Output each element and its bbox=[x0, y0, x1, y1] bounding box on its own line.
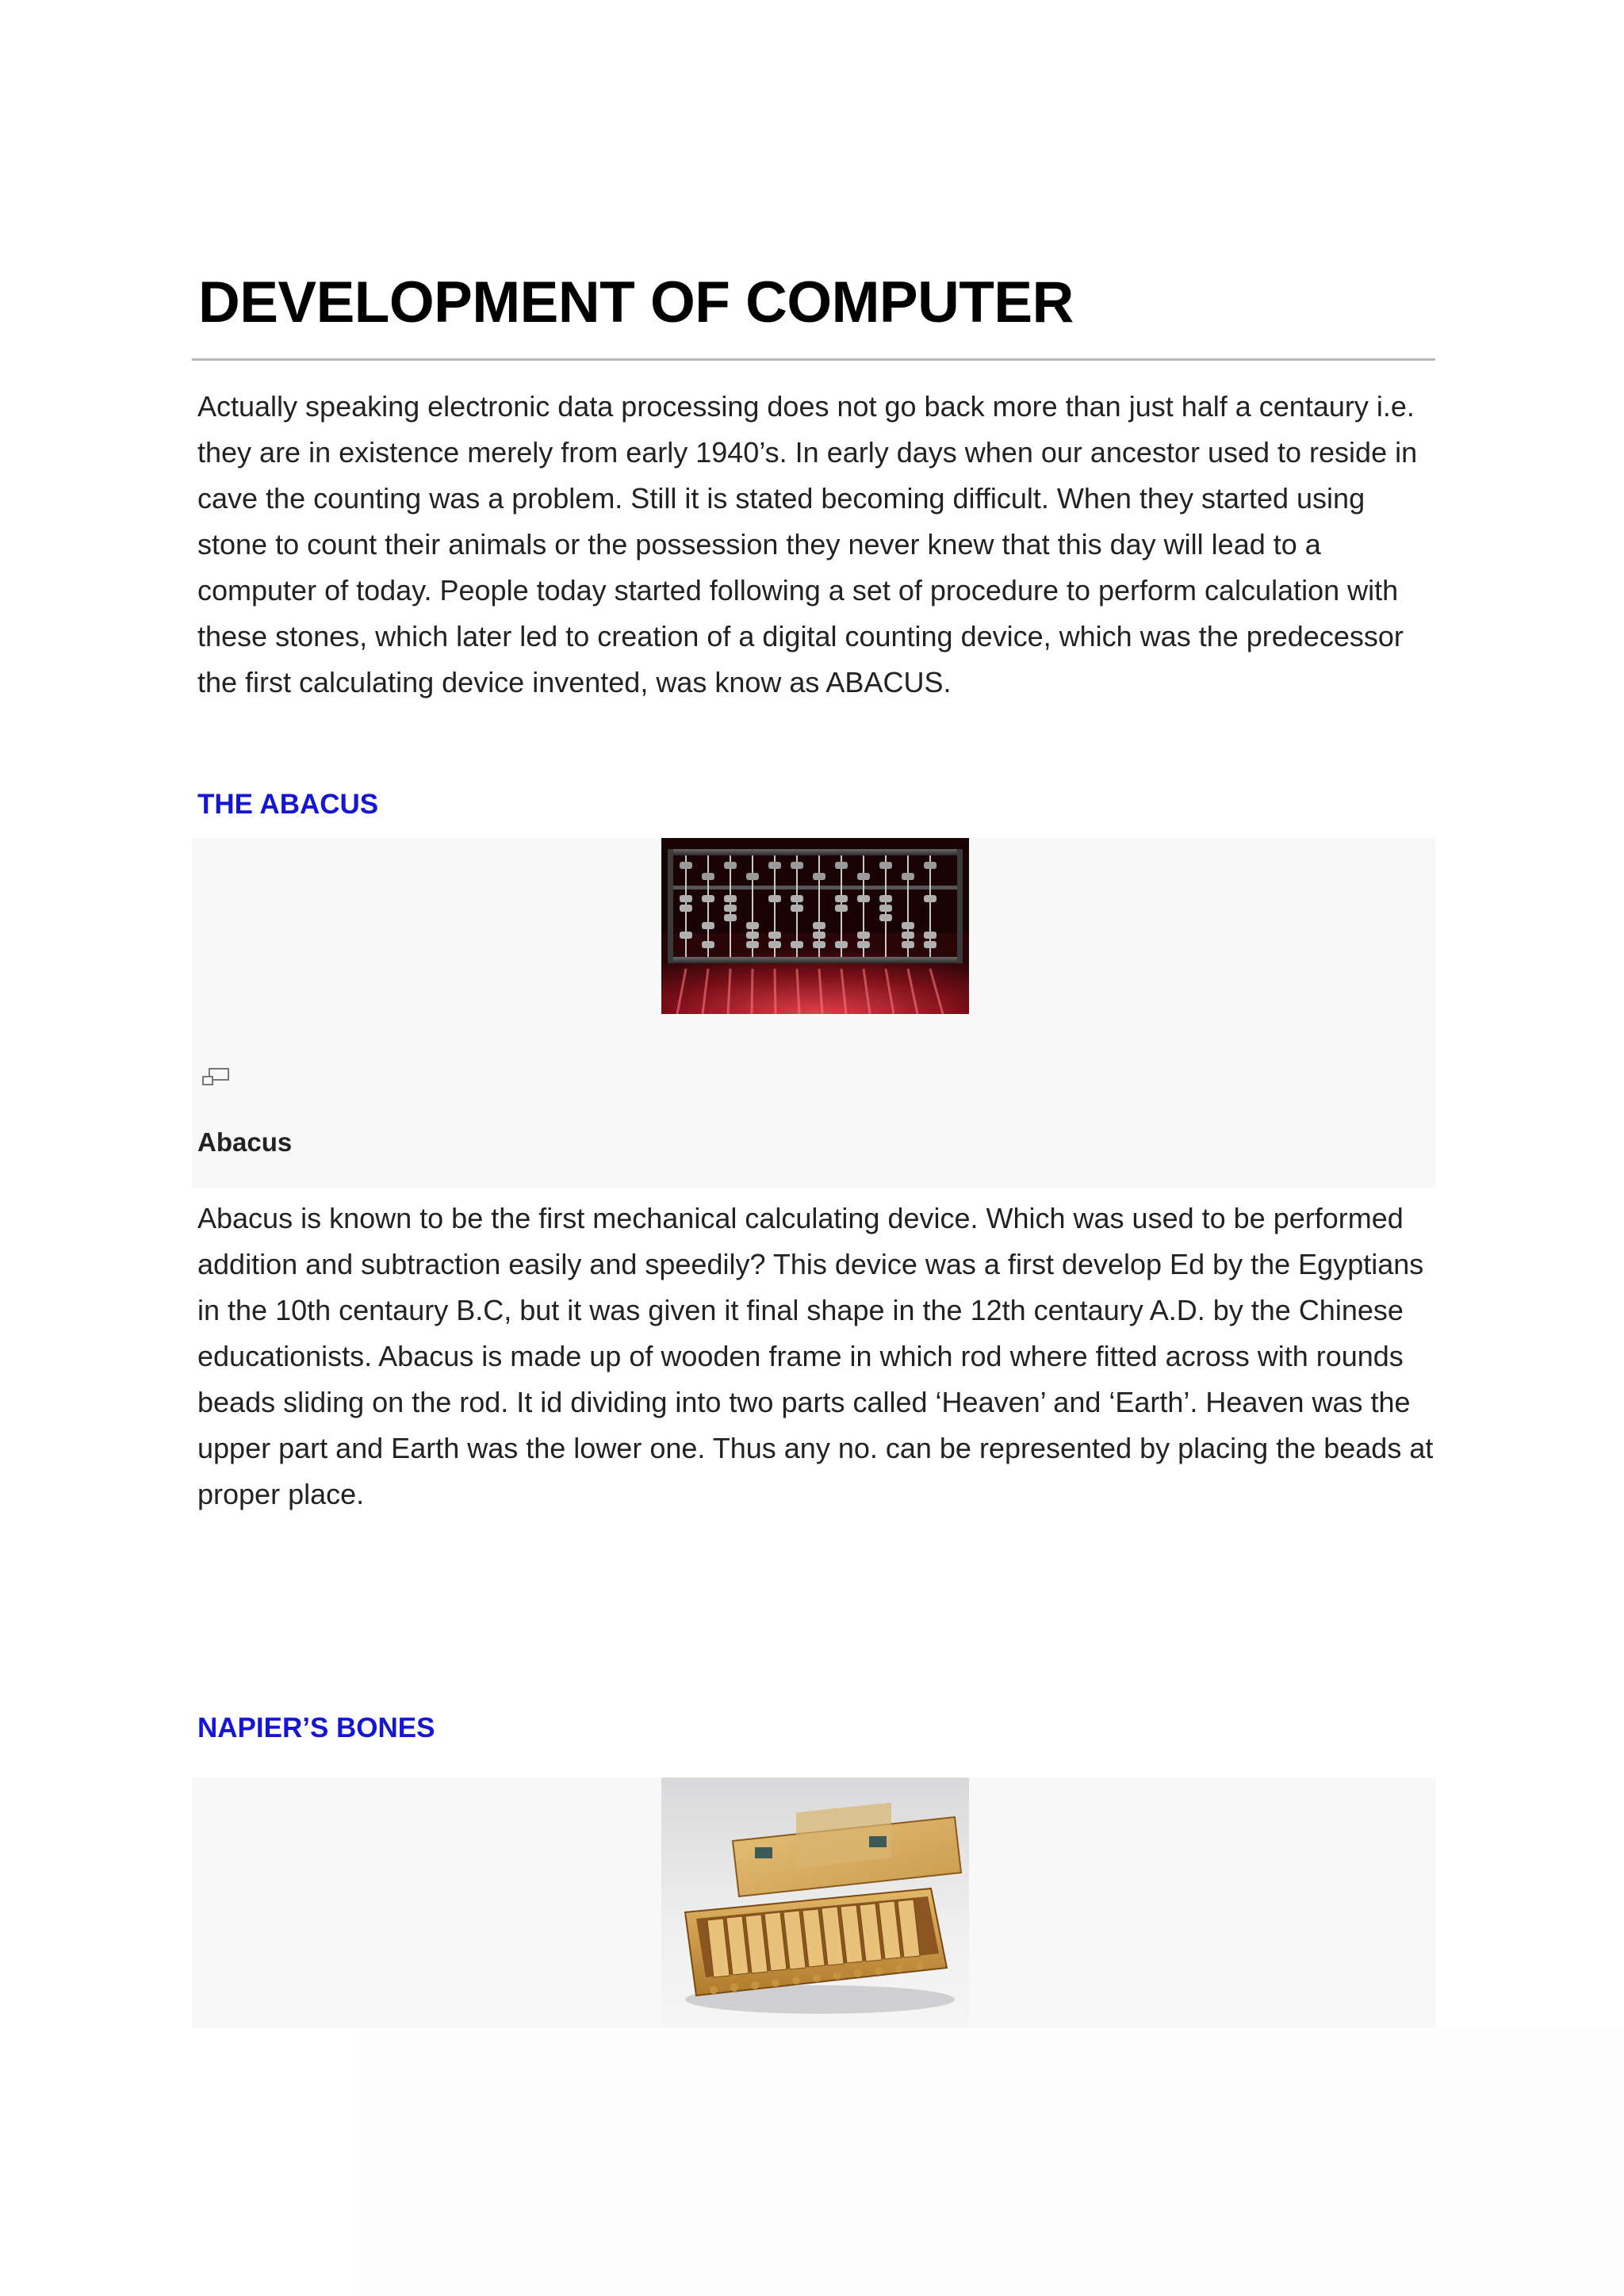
abacus-paragraph: Abacus is known to be the first mechanical calculating device. Which was used to be performed addition and subtraction easily and speedily? This device was a first develop Ed by the Egyptians in the 10th centaury B.C, but it was given it final shape in the 12th centaury A.D. by the Chinese educationists. Abacus is made up of wooden frame in which rod where fitted across with rounds beads sliding on the rod. It id dividing into two parts called ‘Heaven’ and ‘Earth’. Heaven was the upper part and Earth was the lower one. Thus any no. can be represented by placing the beads at proper place. bbox=[197, 1202, 1434, 1510]
section-heading-napiers-bones: NAPIER’S BONES bbox=[197, 1712, 435, 1743]
page-title: DEVELOPMENT OF COMPUTER bbox=[198, 270, 1074, 335]
abacus-illustration bbox=[661, 838, 969, 1014]
intro-paragraph: Actually speaking electronic data processing does not go back more than just half a centaury i.e. they are in existence merely from early 1940’s. In early days when our ancestor used to reside in cave the counting was a problem. Still it is stated becoming difficult. When they started using stone to count their animals or the possession they never knew that this day will lead to a computer of today. People today started following a set of procedure to perform calculation with these stones, which later led to creation of a digital counting device, which was the predecessor the first calculating device invented, was know as ABACUS. bbox=[197, 390, 1418, 698]
title-divider bbox=[192, 358, 1435, 361]
abacus-figure bbox=[192, 838, 1435, 1188]
napiers-bones-figure bbox=[192, 1777, 1435, 2028]
page-background-strip bbox=[358, 2030, 1624, 2296]
section-heading-abacus: THE ABACUS bbox=[197, 789, 379, 820]
abacus-caption: Abacus bbox=[197, 1127, 293, 1157]
napiers-bones-image[interactable] bbox=[661, 1777, 969, 2028]
napiers-bones-illustration bbox=[661, 1777, 969, 2028]
enlarge-image-icon[interactable] bbox=[201, 1067, 230, 1088]
abacus-image[interactable] bbox=[661, 838, 969, 1014]
